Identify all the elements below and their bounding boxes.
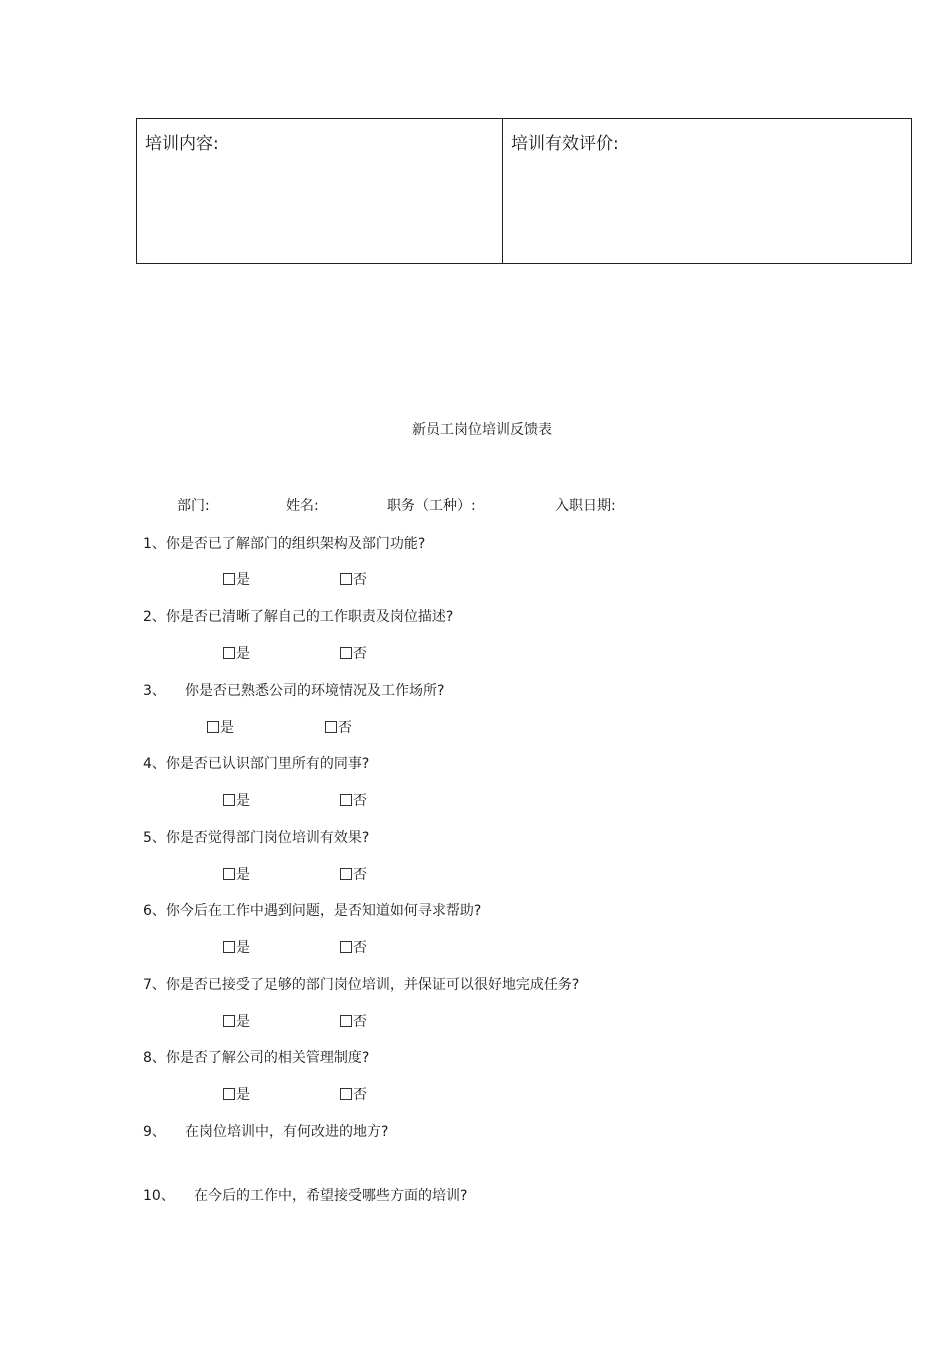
- question-4: [143, 753, 369, 773]
- yes-label: 是: [220, 720, 234, 736]
- q1-yes-option[interactable]: [223, 569, 250, 589]
- question-text: 你是否已了解部门的组织架构及部门功能?: [165, 536, 426, 552]
- question-number: 2、: [143, 609, 166, 625]
- department-field[interactable]: 部门:: [177, 498, 210, 514]
- no-label: 否: [353, 572, 367, 588]
- q6-no-option[interactable]: [340, 937, 367, 957]
- question-number: 4、: [143, 756, 166, 772]
- yes-label: 是: [236, 572, 250, 588]
- question-number: 7、: [143, 977, 166, 993]
- question-number: 1、: [143, 536, 166, 552]
- question-text: 你是否觉得部门岗位培训有效果?: [165, 830, 370, 846]
- training-summary-table: [136, 118, 912, 264]
- checkbox-icon[interactable]: [223, 647, 235, 659]
- question-number: 8、: [143, 1050, 166, 1066]
- question-text: 你是否已接受了足够的部门岗位培训，并保证可以很好地完成任务?: [165, 977, 580, 993]
- yes-label: 是: [236, 793, 250, 809]
- q7-no-option[interactable]: [340, 1011, 367, 1031]
- training-content-label: 培训内容:: [145, 134, 219, 154]
- q3-no-option[interactable]: [325, 717, 352, 737]
- question-text: 在今后的工作中，希望接受哪些方面的培训?: [194, 1188, 468, 1204]
- no-label: 否: [353, 867, 367, 883]
- yes-label: 是: [236, 646, 250, 662]
- question-number: 10、: [143, 1188, 175, 1204]
- no-label: 否: [338, 720, 352, 736]
- question-9: [143, 1121, 388, 1141]
- position-field[interactable]: 职务（工种）:: [387, 498, 476, 514]
- question-number: 3、: [143, 683, 166, 699]
- yes-label: 是: [236, 1087, 250, 1103]
- yes-label: 是: [236, 1014, 250, 1030]
- question-text: 你是否了解公司的相关管理制度?: [165, 1050, 370, 1066]
- question-1: [143, 533, 425, 553]
- yes-label: 是: [236, 940, 250, 956]
- question-8: [143, 1047, 369, 1067]
- checkbox-icon[interactable]: [325, 721, 337, 733]
- training-evaluation-cell[interactable]: [503, 119, 911, 263]
- no-label: 否: [353, 793, 367, 809]
- checkbox-icon[interactable]: [340, 1088, 352, 1100]
- checkbox-icon[interactable]: [340, 941, 352, 953]
- checkbox-icon[interactable]: [340, 868, 352, 880]
- no-label: 否: [353, 940, 367, 956]
- q7-yes-option[interactable]: [223, 1011, 250, 1031]
- q3-yes-option[interactable]: [207, 717, 234, 737]
- q2-no-option[interactable]: [340, 643, 367, 663]
- question-text: 你是否已认识部门里所有的同事?: [165, 756, 370, 772]
- q8-yes-option[interactable]: [223, 1084, 250, 1104]
- checkbox-icon[interactable]: [223, 941, 235, 953]
- checkbox-icon[interactable]: [340, 1015, 352, 1027]
- training-content-cell[interactable]: [137, 119, 503, 263]
- question-text: 在岗位培训中，有何改进的地方?: [185, 1124, 389, 1140]
- question-10: [143, 1185, 467, 1205]
- q4-yes-option[interactable]: [223, 790, 250, 810]
- q5-yes-option[interactable]: [223, 864, 250, 884]
- question-text: 你是否已清晰了解自己的工作职责及岗位描述?: [165, 609, 454, 625]
- checkbox-icon[interactable]: [223, 794, 235, 806]
- question-number: 9、: [143, 1124, 166, 1140]
- name-field[interactable]: 姓名:: [286, 498, 319, 514]
- question-number: 5、: [143, 830, 166, 846]
- question-number: 6、: [143, 903, 166, 919]
- form-title: 新员工岗位培训反馈表: [412, 422, 552, 438]
- no-label: 否: [353, 646, 367, 662]
- checkbox-icon[interactable]: [207, 721, 219, 733]
- q8-no-option[interactable]: [340, 1084, 367, 1104]
- checkbox-icon[interactable]: [340, 647, 352, 659]
- question-2: [143, 606, 453, 626]
- question-3: [143, 680, 444, 700]
- no-label: 否: [353, 1014, 367, 1030]
- question-6: [143, 900, 481, 920]
- question-text: 你是否已熟悉公司的环境情况及工作场所?: [185, 683, 445, 699]
- training-evaluation-label: 培训有效评价:: [511, 134, 619, 154]
- question-7: [143, 974, 579, 994]
- checkbox-icon[interactable]: [340, 794, 352, 806]
- checkbox-icon[interactable]: [340, 573, 352, 585]
- question-5: [143, 827, 369, 847]
- checkbox-icon[interactable]: [223, 1015, 235, 1027]
- checkbox-icon[interactable]: [223, 573, 235, 585]
- q2-yes-option[interactable]: [223, 643, 250, 663]
- hire-date-field[interactable]: 入职日期:: [555, 498, 616, 514]
- checkbox-icon[interactable]: [223, 1088, 235, 1100]
- checkbox-icon[interactable]: [223, 868, 235, 880]
- yes-label: 是: [236, 867, 250, 883]
- q5-no-option[interactable]: [340, 864, 367, 884]
- question-text: 你今后在工作中遇到问题，是否知道如何寻求帮助?: [165, 903, 482, 919]
- q4-no-option[interactable]: [340, 790, 367, 810]
- q6-yes-option[interactable]: [223, 937, 250, 957]
- q1-no-option[interactable]: [340, 569, 367, 589]
- no-label: 否: [353, 1087, 367, 1103]
